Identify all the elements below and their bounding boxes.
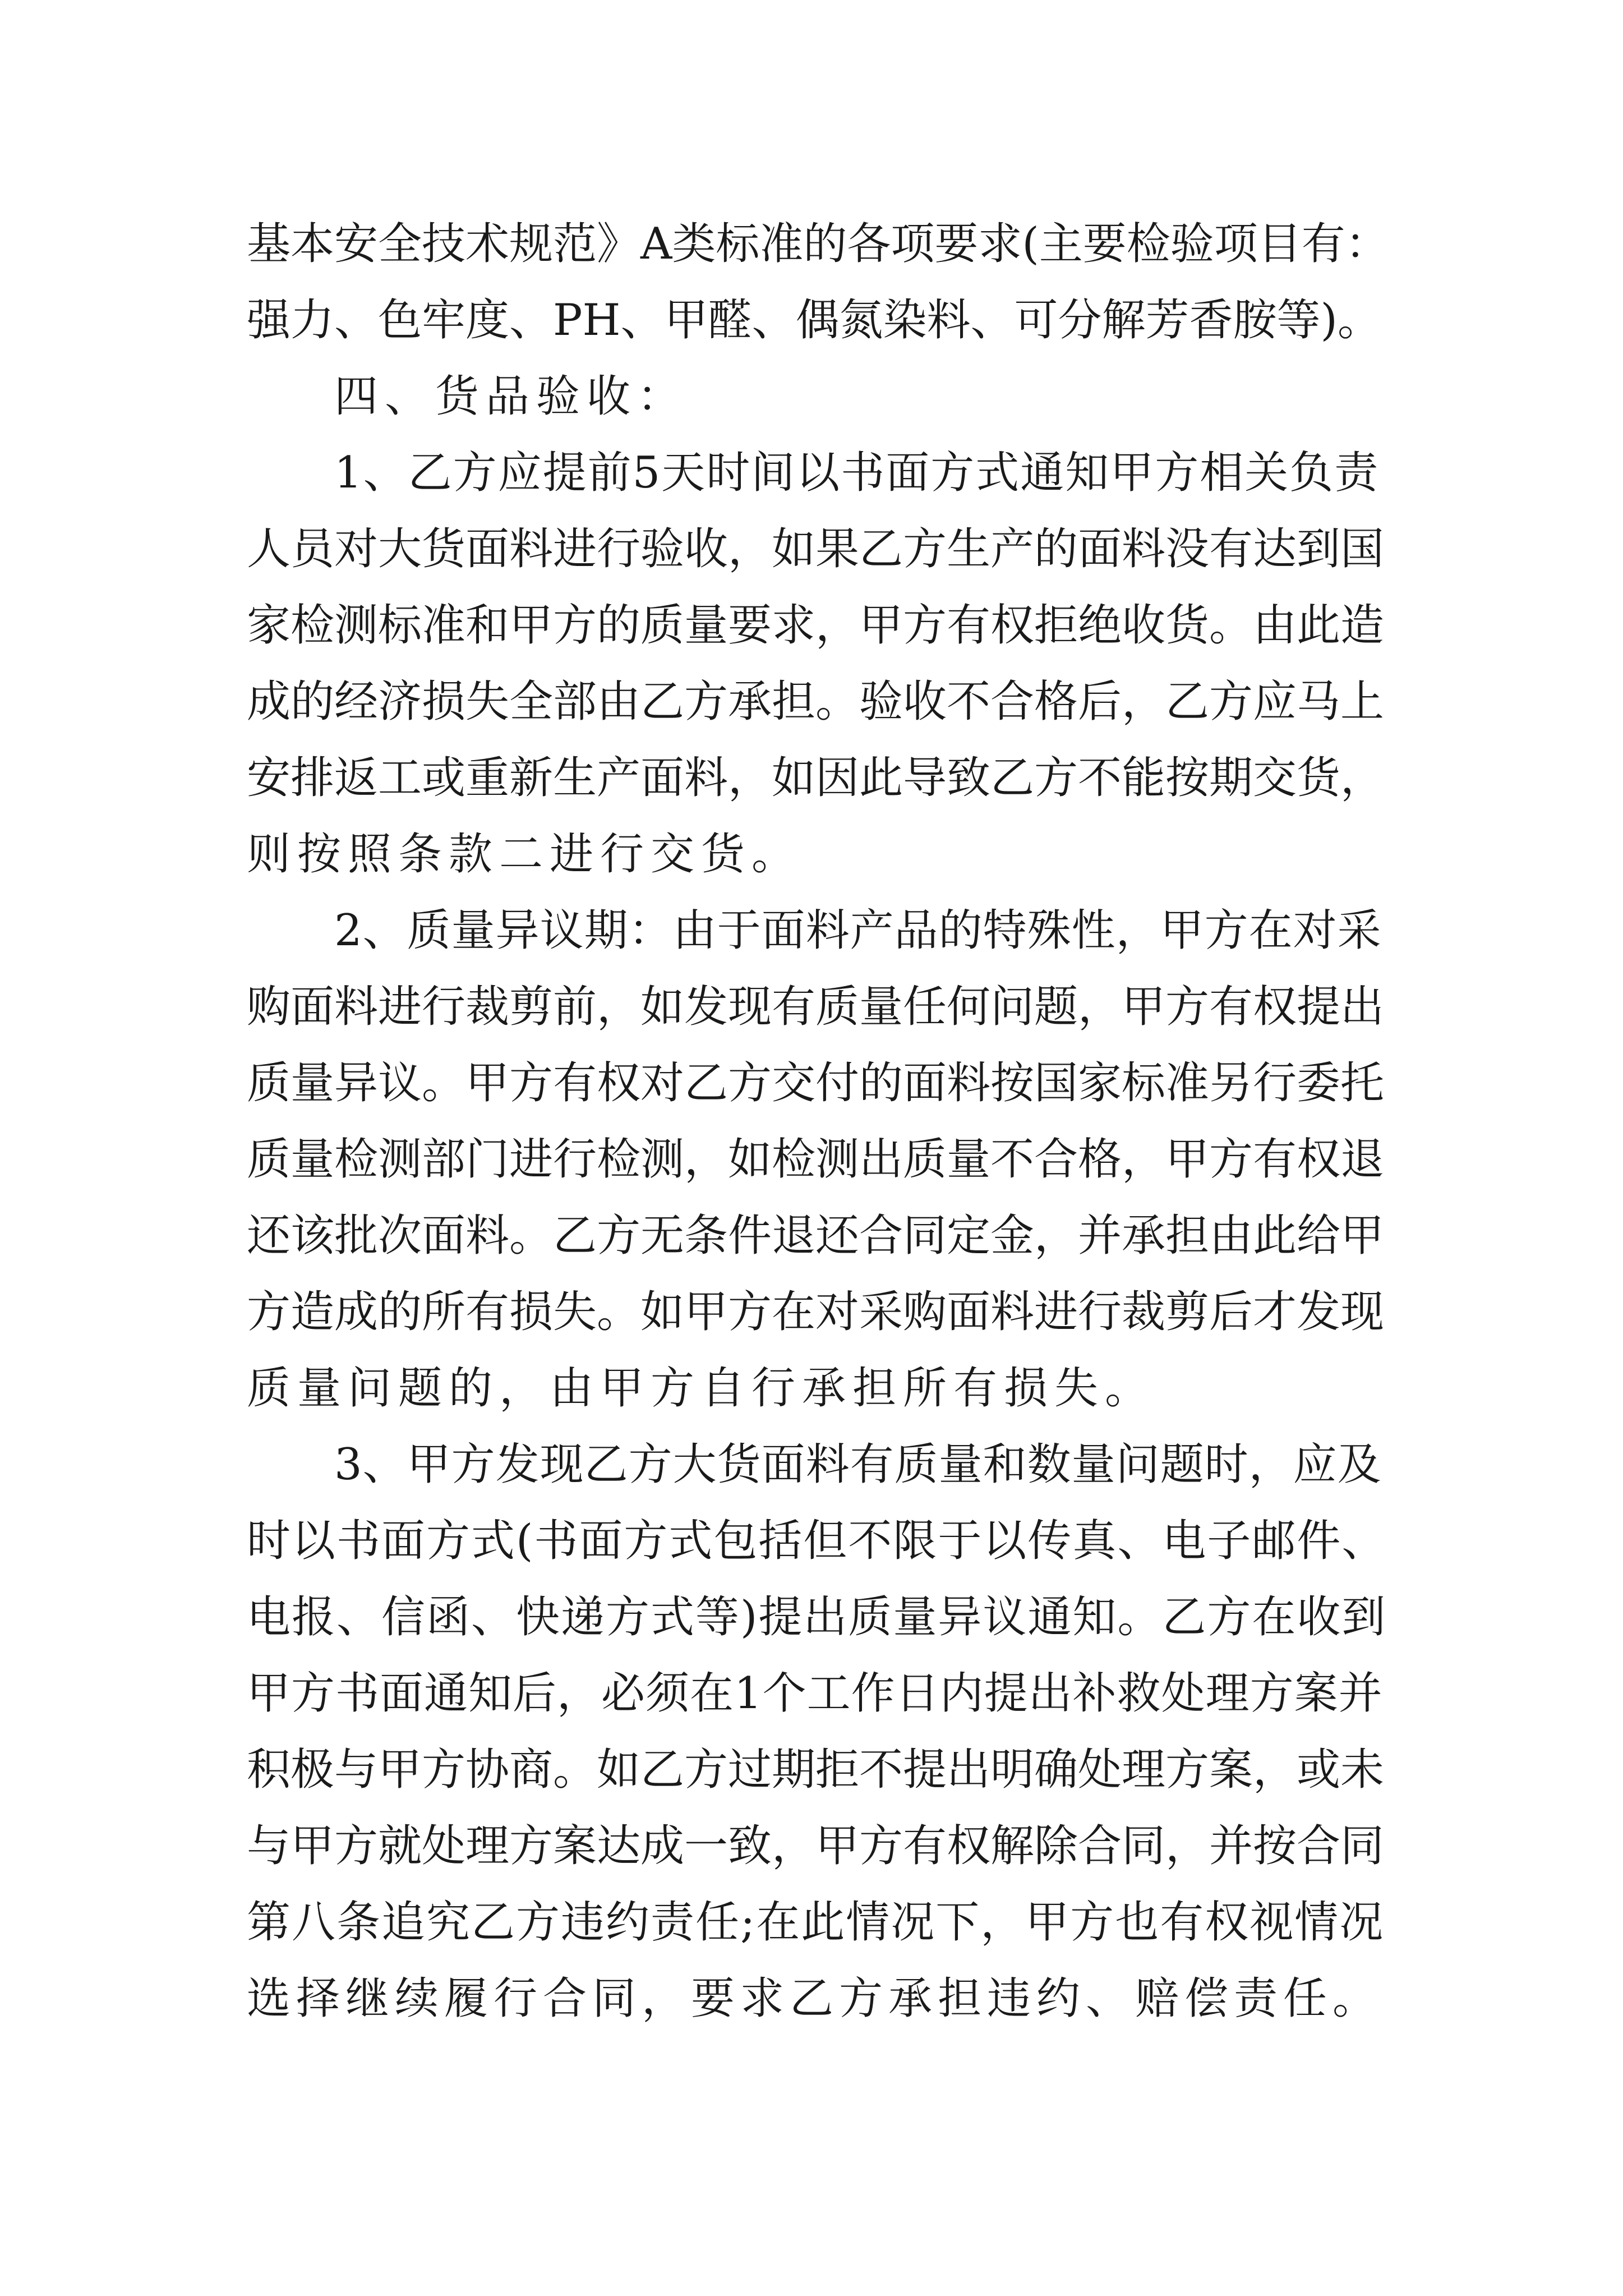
- section-heading: 四、货品验收：: [334, 371, 688, 422]
- text-line: 与甲方就处理方案达成一致，甲方有权解除合同，并按合同: [247, 1821, 1385, 1871]
- text-line: 第八条追究乙方违约责任;在此情况下，甲方也有权视情况: [247, 1897, 1385, 1948]
- text-line: 2、质量异议期：由于面料产品的特殊性，甲方在对采: [334, 905, 1382, 956]
- text-line: 家检测标准和甲方的质量要求，甲方有权拒绝收货。由此造: [247, 600, 1385, 651]
- text-line: 购面料进行裁剪前，如发现有质量任何问题，甲方有权提出: [247, 982, 1385, 1032]
- text-line: 1、乙方应提前5天时间以书面方式通知甲方相关负责: [334, 448, 1380, 498]
- text-line: 则按照条款二进行交货。: [247, 829, 803, 880]
- text-line: 甲方书面通知后，必须在1个工作日内提出补救处理方案并: [247, 1668, 1383, 1719]
- text-line: 安排返工或重新生产面料，如因此导致乙方不能按期交货，: [247, 753, 1385, 803]
- text-line: 基本安全技术规范》A类标准的各项要求(主要检验项目有：: [247, 219, 1389, 269]
- text-line: 质量问题的，由甲方自行承担所有损失。: [247, 1363, 1156, 1414]
- text-line: 时以书面方式(书面方式包括但不限于以传真、电子邮件、: [247, 1516, 1387, 1566]
- text-line: 成的经济损失全部由乙方承担。验收不合格后，乙方应马上: [247, 677, 1385, 727]
- text-line: 选择继续履行合同，要求乙方承担违约、赔偿责任。: [247, 1973, 1382, 2024]
- text-line: 积极与甲方协商。如乙方过期拒不提出明确处理方案，或未: [247, 1745, 1385, 1795]
- text-line: 方造成的所有损失。如甲方在对采购面料进行裁剪后才发现: [247, 1287, 1385, 1337]
- text-line: 强力、色牢度、PH、甲醛、偶氮染料、可分解芳香胺等)。: [247, 295, 1381, 346]
- text-line: 3、甲方发现乙方大货面料有质量和数量问题时，应及: [334, 1439, 1382, 1490]
- text-line: 电报、信函、快递方式等)提出质量异议通知。乙方在收到: [247, 1592, 1387, 1642]
- text-line: 质量异议。甲方有权对乙方交付的面料按国家标准另行委托: [247, 1058, 1385, 1108]
- text-line: 人员对大货面料进行验收，如果乙方生产的面料没有达到国: [247, 524, 1385, 574]
- text-line: 质量检测部门进行检测，如检测出质量不合格，甲方有权退: [247, 1134, 1385, 1185]
- text-line: 还该批次面料。乙方无条件退还合同定金，并承担由此给甲: [247, 1211, 1385, 1261]
